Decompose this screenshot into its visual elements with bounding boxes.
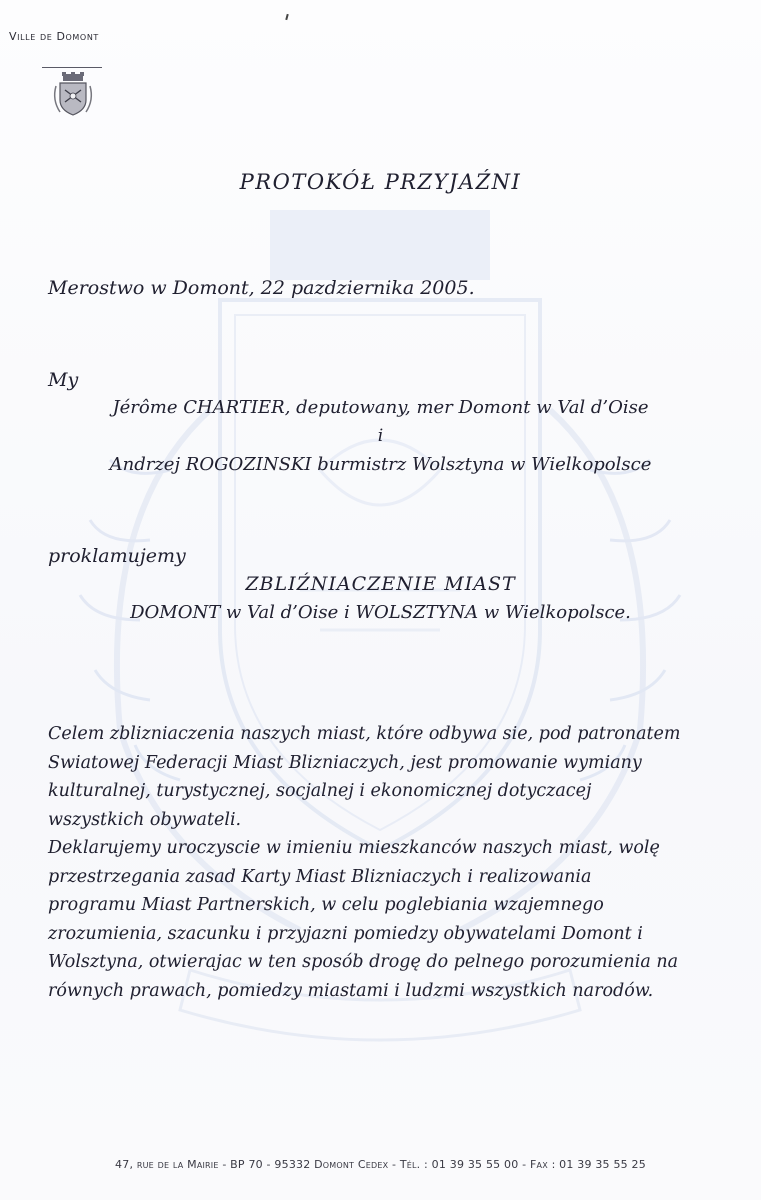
paragraph-line: przestrzegania zasad Karty Miast Blizniaczych i realizowania <box>48 866 592 887</box>
footer-address: 47, rue de la Mairie - BP 70 - 95332 Domont Cedex - Tél. : 01 39 35 55 00 - Fax : 01 39 35 55 25 <box>115 1158 646 1171</box>
document-title: PROTOKÓŁ PRZYJAŹNI <box>239 170 522 194</box>
signatory-second: Andrzej ROGOZINSKI burmistrz Wolsztyna w Wielkopolsce <box>109 454 652 475</box>
signatories-label: My <box>48 369 79 391</box>
city-name: Ville de Domont <box>9 30 99 43</box>
proclaim-label: proklamujemy <box>48 545 186 567</box>
coat-of-arms-icon <box>50 72 96 118</box>
paragraph-line: kulturalnej, turystycznej, socjalnej i ekonomicznej dotyczacej <box>48 781 592 801</box>
scan-mark <box>285 14 288 20</box>
paragraph-line: wszystkich obywateli. <box>48 809 242 830</box>
twinning-subtitle: DOMONT w Val d’Oise i WOLSZTYNA w Wielkopolsce. <box>130 602 631 623</box>
paragraph-line: równych prawach, pomiedzy miastami i ludzmi wszystkich narodów. <box>48 980 654 1001</box>
paragraph-line: Celem zblizniaczenia naszych miast, które odbywa sie, pod patronatem <box>48 724 681 744</box>
paragraph-line: programu Miast Partnerskich, w celu poglebiania wzajemnego <box>48 895 604 915</box>
header-divider <box>42 67 102 68</box>
paragraph-line: Deklarujemy uroczyscie w imieniu mieszkanców naszych miast, wolę <box>48 838 660 858</box>
paragraph-line: Swiatowej Federacji Miast Blizniaczych, jest promowanie wymiany <box>48 752 642 773</box>
signatory-conjunction: i <box>377 426 384 446</box>
signatory-first: Jérôme CHARTIER, deputowany, mer Domont w Val d’Oise <box>112 397 649 418</box>
twinning-title: ZBLIŹNIACZENIE MIAST <box>245 573 516 595</box>
purpose-paragraph <box>48 720 728 834</box>
paragraph-line: Wolsztyna, otwierajac w ten sposób drogę do pelnego porozumienia na <box>48 952 679 972</box>
declaration-paragraph <box>48 834 728 1005</box>
place-date: Merostwo w Domont, 22 pazdziernika 2005. <box>48 277 475 299</box>
paragraph-line: zrozumienia, szacunku i przyjazni pomiedzy obywatelami Domont i <box>48 923 643 944</box>
